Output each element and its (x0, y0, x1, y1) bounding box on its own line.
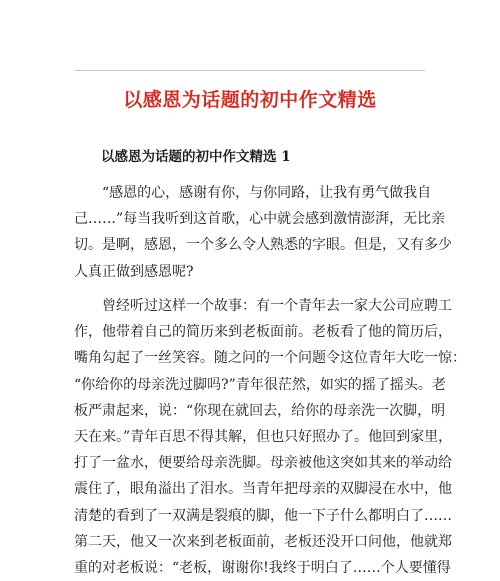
paragraph-line: 嘴角勾起了一丝笑容。随之问的一个问题令这位青年大吃一惊： (74, 350, 466, 367)
paragraph-2 (74, 293, 466, 581)
paragraph-line: 第二天，他又一次来到老板面前，老板还没开口问他，他就郑 (74, 533, 452, 550)
section-heading: 以感恩为话题的初中作文精选 1 (101, 149, 291, 165)
paragraph-line: 震住了，眼角溢出了泪水。当青年把母亲的双脚浸在水中，他 (74, 481, 452, 498)
paragraph-line: 重的对老板说：“老板，谢谢你!我终于明白了……个人要懂得 (74, 559, 451, 576)
paragraph-line: 曾经听过这样一个故事：有一个青年去一家大公司应聘工 (74, 298, 452, 314)
paragraph-line: 板严肃起来，说：“你现在就回去，给你的母亲洗一次脚，明 (74, 402, 446, 419)
paragraph-line: 天在来。”青年百思不得其解，但也只好照办了。他回到家里， (74, 428, 453, 445)
paragraph-line: 作，他带着自己的简历来到老板面前。老板看了他的简历后， (74, 324, 452, 341)
document-title: 以感恩为话题的初中作文精选 (123, 89, 377, 111)
paragraph-line: 人真正做到感恩呢? (74, 263, 194, 280)
paragraph-line: “感恩的心，感谢有你，与你同路，让我有勇气做我自 (74, 185, 432, 201)
header-divider (75, 70, 425, 71)
paragraph-line: 打了一盆水，便要给母亲洗脚。母亲被他这突如其来的举动给 (74, 455, 452, 472)
paragraph-line: 切。是啊，感恩，一个多么令人熟悉的字眼。但是，又有多少 (74, 237, 452, 254)
paragraph-1 (74, 180, 452, 285)
paragraph-line: 清楚的看到了一双满是裂痕的脚，他一下子什么都明白了…… (74, 507, 452, 524)
paragraph-line: “你给你的母亲洗过脚吗?”青年很茫然，如实的摇了摇头。老 (74, 376, 446, 393)
paragraph-line: 己……”每当我听到这首歌，心中就会感到激情澎湃，无比亲 (74, 211, 446, 228)
